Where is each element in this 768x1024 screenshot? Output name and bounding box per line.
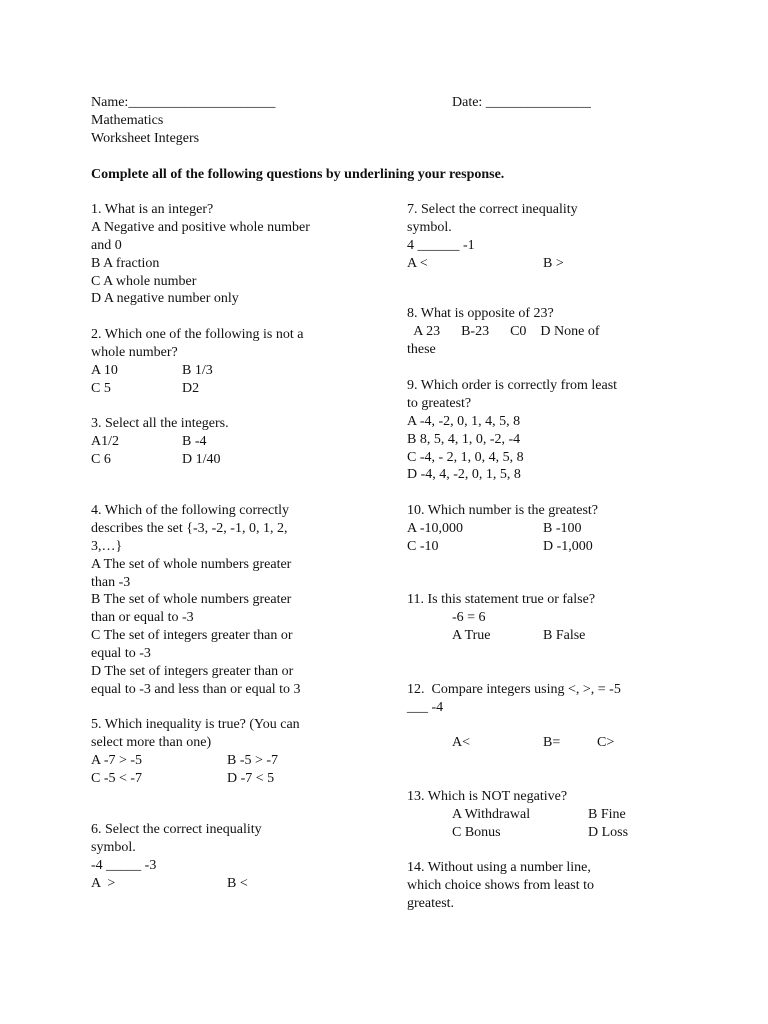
question-text: 12. Compare integers using <, >, = -5 [407, 682, 621, 697]
question-text-cont: symbol. [407, 220, 452, 235]
question-text: 6. Select the correct inequality [91, 822, 262, 837]
option-b: B= [543, 735, 561, 750]
option-a: A The set of whole numbers greater [91, 557, 292, 572]
option-b: B False [543, 628, 586, 643]
question-text: 3. Select all the integers. [91, 416, 229, 431]
option-a-cont: and 0 [91, 238, 122, 253]
option-d: D -7 < 5 [227, 771, 275, 786]
option-a: A1/2 [91, 434, 119, 449]
option-d-cont: equal to -3 and less than or equal to 3 [91, 682, 301, 697]
option-c: C -4, - 2, 1, 0, 4, 5, 8 [407, 450, 524, 465]
option-c: C 6 [91, 452, 111, 467]
date-field: Date: _______________ [452, 95, 591, 110]
question-text: 10. Which number is the greatest? [407, 503, 599, 518]
option-b: B The set of whole numbers greater [91, 592, 292, 607]
option-c: C 5 [91, 381, 111, 396]
question-text-cont: to greatest? [407, 396, 472, 411]
option-c: C Bonus [452, 825, 501, 840]
option-a: A 10 [91, 363, 118, 378]
option-a: A True [452, 628, 491, 643]
option-d: D 1/40 [182, 452, 221, 467]
option-a: A < [407, 256, 428, 271]
question-text-cont: describes the set {-3, -2, -1, 0, 1, 2, [91, 521, 288, 536]
option-c-cont: equal to -3 [91, 646, 151, 661]
worksheet-title: Worksheet Integers [91, 131, 200, 146]
options-line: A 23 B-23 C0 D None of [407, 324, 600, 339]
question-text: 13. Which is NOT negative? [407, 789, 568, 804]
option-d: D The set of integers greater than or [91, 664, 294, 679]
option-a: A -4, -2, 0, 1, 4, 5, 8 [407, 414, 521, 429]
question-text-cont: which choice shows from least to [407, 878, 595, 893]
question-text-cont: greatest. [407, 896, 455, 911]
option-b: B > [543, 256, 564, 271]
option-b: B -100 [543, 521, 582, 536]
option-b: B 8, 5, 4, 1, 0, -2, -4 [407, 432, 521, 447]
question-text: 2. Which one of the following is not a [91, 327, 304, 342]
question-text-cont: symbol. [91, 840, 136, 855]
option-b: B 1/3 [182, 363, 213, 378]
instructions: Complete all of the following questions by underlining your response. [91, 167, 505, 182]
question-text: 1. What is an integer? [91, 202, 214, 217]
question-text: 14. Without using a number line, [407, 860, 591, 875]
option-b: B A fraction [91, 256, 160, 271]
option-b: B < [227, 876, 248, 891]
option-b: B -5 > -7 [227, 753, 279, 768]
option-a: A -10,000 [407, 521, 463, 536]
question-text-cont: ___ -4 [407, 700, 444, 715]
inequality-prompt: -4 _____ -3 [91, 858, 157, 873]
option-a-cont: than -3 [91, 575, 131, 590]
question-text: 7. Select the correct inequality [407, 202, 578, 217]
option-c: C> [597, 735, 615, 750]
question-text-cont: whole number? [91, 345, 178, 360]
name-field: Name:_____________________ [91, 95, 276, 110]
options-line-cont: these [407, 342, 436, 357]
option-c: C The set of integers greater than or [91, 628, 293, 643]
question-text: 9. Which order is correctly from least [407, 378, 618, 393]
question-text: 4. Which of the following correctly [91, 503, 290, 518]
option-c: C A whole number [91, 274, 197, 289]
option-a: A Negative and positive whole number [91, 220, 310, 235]
statement: -6 = 6 [452, 610, 486, 625]
option-b: B -4 [182, 434, 207, 449]
option-d: D -4, 4, -2, 0, 1, 5, 8 [407, 467, 521, 482]
option-c: C -5 < -7 [91, 771, 143, 786]
option-b-cont: than or equal to -3 [91, 610, 194, 625]
option-d: D2 [182, 381, 200, 396]
subject-label: Mathematics [91, 113, 164, 128]
question-text: 8. What is opposite of 23? [407, 306, 554, 321]
option-d: D -1,000 [543, 539, 593, 554]
question-text: 5. Which inequality is true? (You can [91, 717, 300, 732]
option-b: B Fine [588, 807, 626, 822]
option-a: A Withdrawal [452, 807, 531, 822]
question-text-cont: select more than one) [91, 735, 212, 750]
option-a: A< [452, 735, 471, 750]
question-text-cont: 3,…} [91, 539, 123, 554]
question-text: 11. Is this statement true or false? [407, 592, 596, 607]
inequality-prompt: 4 ______ -1 [407, 238, 475, 253]
option-d: D A negative number only [91, 291, 239, 306]
option-d: D Loss [588, 825, 629, 840]
option-a: A > [91, 876, 116, 891]
option-a: A -7 > -5 [91, 753, 143, 768]
option-c: C -10 [407, 539, 439, 554]
